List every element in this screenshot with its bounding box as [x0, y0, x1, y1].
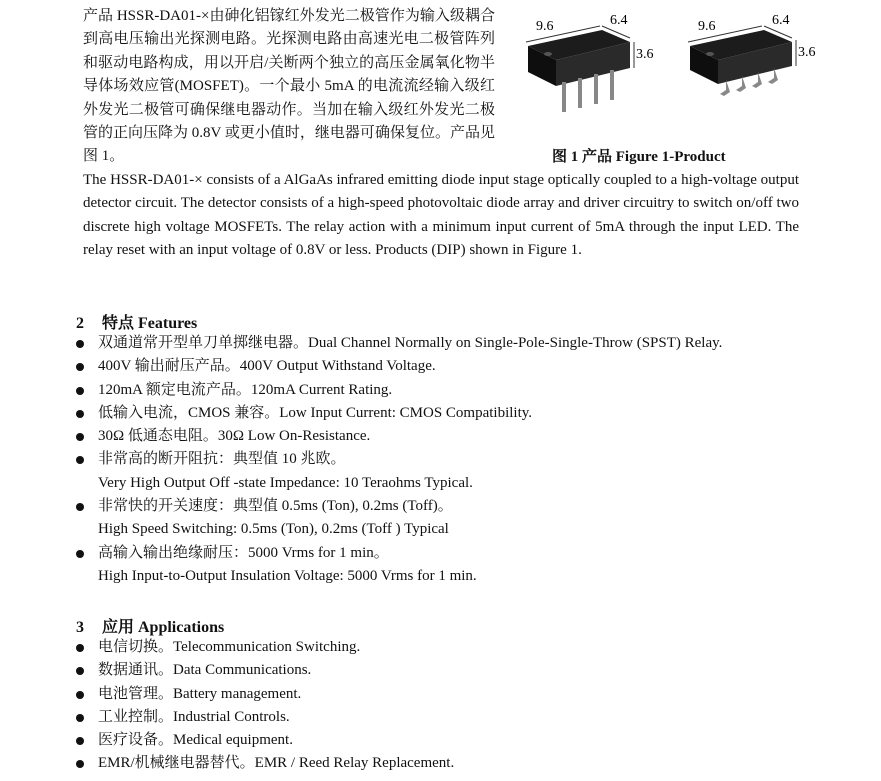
bullet-icon: [76, 363, 84, 371]
list-item: EMR/机械继电器替代。EMR / Reed Relay Replacement.: [76, 752, 836, 775]
bullet-icon: [76, 714, 84, 722]
dim-width-left: 6.4: [610, 13, 628, 28]
bullet-icon: [76, 456, 84, 464]
list-item: 医疗设备。Medical equipment.: [76, 729, 836, 752]
bullet-icon: [76, 387, 84, 395]
product-figure: [500, 8, 840, 170]
intro-chinese-paragraph: 产品 HSSR-DA01-×由砷化铝镓红外发光二极管作为输入级耦合到高电压输出光探测电路。光探测电路由高速光电二极管阵列和驱动电路构成，用以开启/关断两个独立的高压金属氧化物半导体场效应管(MOSFET)。一个最小 5mA 的电流流经输入级红外发光二极管可确保继电器动作。当加在输入级红外发光二极管的正向压降为 0.8V 或更小值时，继电器可确保复位。产品见图 1。: [83, 8, 495, 165]
list-item: 电信切换。Telecommunication Switching.: [76, 636, 836, 659]
applications-heading: [76, 614, 224, 637]
bullet-icon: [76, 644, 84, 652]
dim-width-right: 6.4: [772, 13, 790, 28]
bullet-icon: [76, 433, 84, 441]
list-item: 低输入电流，CMOS 兼容。Low Input Current: CMOS Compatibility.: [76, 402, 836, 425]
applications-list: [76, 636, 836, 776]
list-item: 非常快的开关速度：典型值 0.5ms (Ton), 0.2ms (Toff)。 High Speed Switching: 0.5ms (Ton), 0.2ms (Toff ) Typical: [76, 495, 836, 542]
bullet-icon: [76, 503, 84, 511]
dip-package-left: [526, 13, 654, 112]
list-item: 工业控制。Industrial Controls.: [76, 706, 836, 729]
bullet-icon: [76, 667, 84, 675]
dip-package-drawings: [500, 8, 840, 148]
applications-title: 应用 Applications: [102, 619, 225, 636]
bullet-icon: [76, 340, 84, 348]
applications-number: 3: [76, 619, 84, 636]
list-item: 双通道常开型单刀单掷继电器。Dual Channel Normally on Single-Pole-Single-Throw (SPST) Relay.: [76, 332, 836, 355]
list-item: 高输入输出绝缘耐压：5000 Vrms for 1 min。 High Input-to-Output Insulation Voltage: 5000 Vrms for 1 min.: [76, 542, 836, 589]
intro-english-paragraph: The HSSR-DA01-× consists of a AlGaAs infrared emitting diode input stage optically coupled to a high-voltage output detector circuit. The detector consists of a high-speed photovoltaic diode array and driver circuitry to switch on/off two discrete high voltage MOSFETs. The relay action with a minimum input current of 5mA through the input LED. The relay reset with an input voltage of 0.8V or less. Products (DIP) shown in Figure 1.: [83, 172, 799, 259]
list-item: 非常高的断开阻抗：典型值 10 兆欧。 Very High Output Off -state Impedance: 10 Teraohms Typical.: [76, 448, 836, 495]
list-item: 30Ω 低通态电阻。30Ω Low On-Resistance.: [76, 425, 836, 448]
bullet-icon: [76, 760, 84, 768]
smd-package-right: [688, 13, 816, 96]
features-heading: [76, 310, 197, 333]
features-number: 2: [76, 315, 84, 332]
bullet-icon: [76, 691, 84, 699]
list-item: 数据通讯。Data Communications.: [76, 659, 836, 682]
dim-height-left: 3.6: [636, 47, 654, 62]
features-title: 特点 Features: [102, 315, 198, 332]
figure-caption: 图 1 产品 Figure 1-Product: [552, 149, 726, 165]
dim-length-right: 9.6: [698, 19, 716, 34]
list-item: 400V 输出耐压产品。400V Output Withstand Voltage.: [76, 355, 836, 378]
bullet-icon: [76, 550, 84, 558]
list-item: 电池管理。Battery management.: [76, 683, 836, 706]
list-item: 120mA 额定电流产品。120mA Current Rating.: [76, 379, 836, 402]
dim-height-right: 3.6: [798, 45, 816, 60]
bullet-icon: [76, 410, 84, 418]
features-list: [76, 332, 836, 588]
dim-length-left: 9.6: [536, 19, 554, 34]
bullet-icon: [76, 737, 84, 745]
